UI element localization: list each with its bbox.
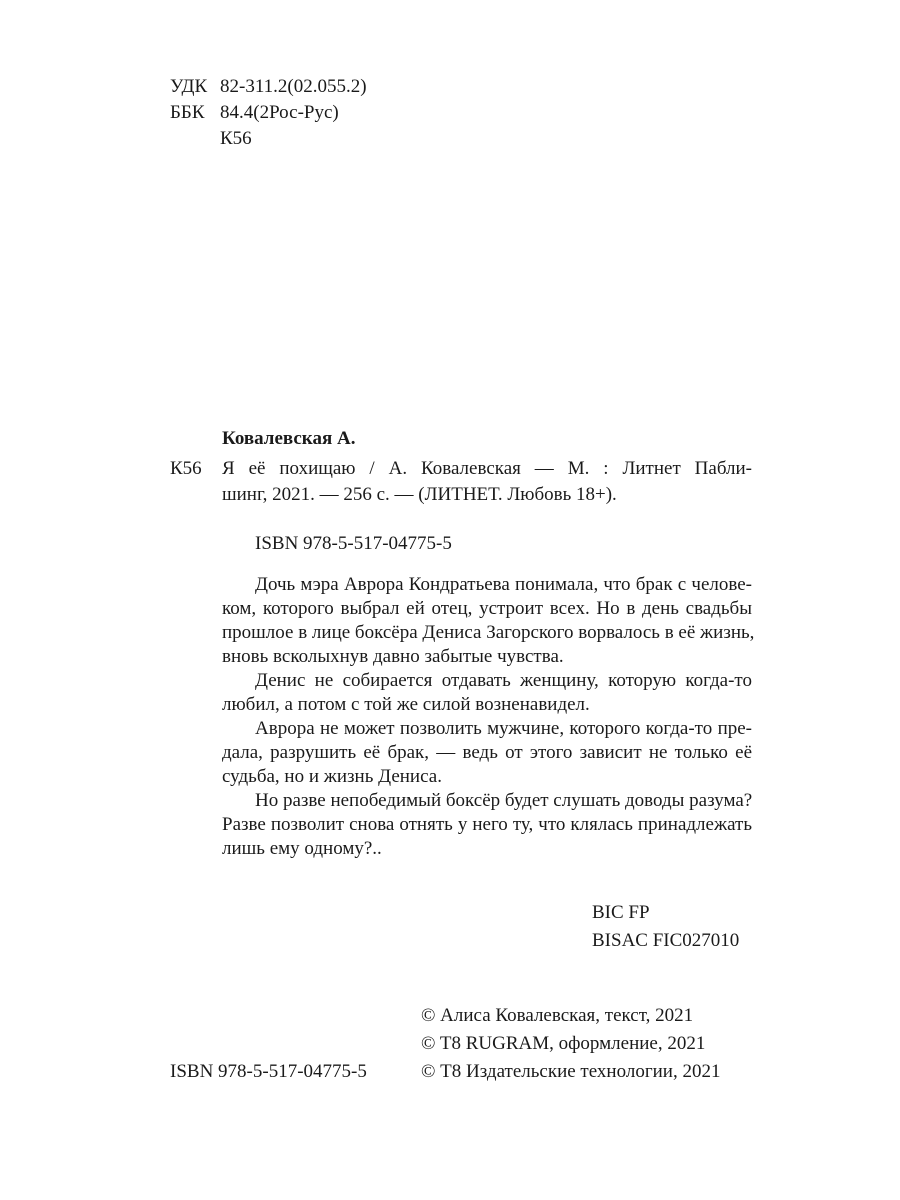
card-mark: К56 [170,458,202,479]
card-isbn: ISBN 978-5-517-04775-5 [255,533,452,554]
annotation-line: Но разве непобедимый боксёр будет слушать доводы разума? [255,790,753,811]
udk-value: 82-311.2(02.055.2) [220,76,367,97]
annotation-line: прошлое в лице боксёра Дениса Загорского ворвалось в её жизнь, [222,622,755,643]
copyright-line: © Алиса Ковалевская, текст, 2021 [421,1005,694,1026]
subject-codes [592,901,739,957]
annotation-line: Аврора не может позволить мужчине, которого когда-то пре- [255,718,752,739]
annotation-line: любил, а потом с той же силой возненавидел. [222,694,590,715]
annotation-line: Денис не собирается отдавать женщину, которую когда-то [255,670,752,691]
card-author: Ковалевская А. [222,428,356,449]
bisac-code: BISAC FIC027010 [592,930,740,951]
annotation-line: ком, которого выбрал ей отец, устроит всех. Но в день свадьбы [222,598,752,619]
card-entry [222,457,752,509]
copyright-line: © Т8 Издательские технологии, 2021 [421,1061,721,1082]
copyright-line: © T8 RUGRAM, оформление, 2021 [421,1033,706,1054]
annotation-line: лишь ему одному?.. [222,838,382,859]
udk-row [170,75,367,99]
card-entry-line: Я её похищаю / А. Ковалевская — М. : Литнет Пабли- [222,458,752,479]
bic-code: BIC FP [592,902,650,923]
udk-label: УДК [170,76,208,97]
bbk-value: 84.4(2Рос-Рус) [220,102,339,123]
bbk-row [170,101,339,125]
annotation-line: Разве позволит снова отнять у него ту, что клялась принадлежать [222,814,752,835]
author-mark-value: К56 [220,128,252,149]
annotation-line: судьба, но и жизнь Дениса. [222,766,442,787]
card-entry-line: шинг, 2021. — 256 с. — (ЛИТНЕТ. Любовь 18+). [222,484,617,505]
author-mark-row [170,127,252,151]
copyright-block [421,1004,720,1088]
annotation-line: вновь всколыхнув давно забытые чувства. [222,646,564,667]
annotation-line: дала, разрушить её брак, — ведь от этого зависит не только её [222,742,752,763]
annotation [222,573,755,861]
isbn-bottom: ISBN 978-5-517-04775-5 [170,1061,367,1082]
bbk-label: ББК [170,102,205,123]
annotation-line: Дочь мэра Аврора Кондратьева понимала, что брак с челове- [255,574,752,595]
